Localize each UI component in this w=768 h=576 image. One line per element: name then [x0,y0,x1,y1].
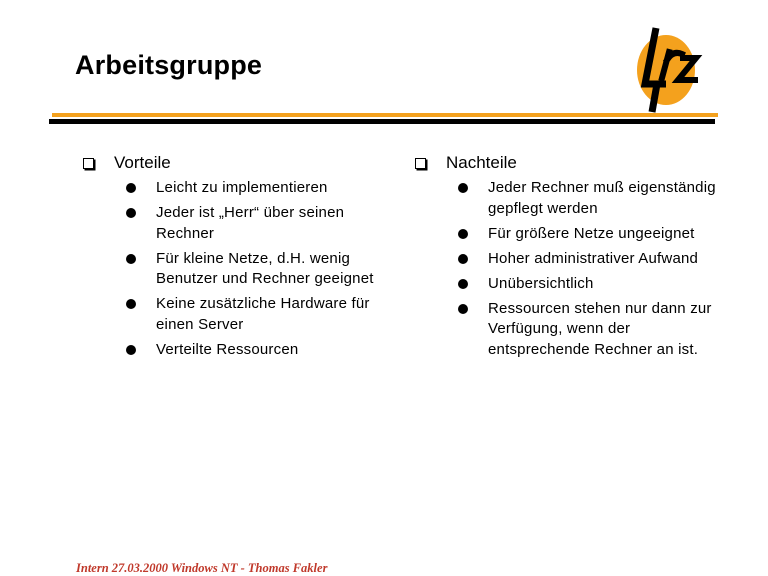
column-heading-label: Vorteile [114,153,171,172]
column-nachteile [412,150,722,365]
list-item [80,294,390,335]
list-item [412,178,722,219]
list-item [412,224,722,245]
bullet-list [412,178,722,360]
bullet-dot-icon [458,304,468,314]
bullet-dot-icon [126,299,136,309]
list-item-text: Für größere Netze ungeeignet [488,224,695,242]
title-underline-orange [52,113,718,117]
list-item-text: Hoher administrativer Aufwand [488,249,699,267]
footer-text: Intern 27.03.2000 Windows NT - Thomas Fakler [76,561,328,575]
column-heading [412,150,722,176]
list-item [80,340,390,361]
bullet-dot-icon [126,254,136,264]
checkbox-bullet-icon [83,158,94,169]
list-item-text: Jeder Rechner muß eigenständig gepflegt werden [488,179,716,217]
list-item [412,249,722,270]
bullet-dot-icon [458,183,468,193]
bullet-dot-icon [458,279,468,289]
bullet-list [80,178,390,360]
list-item-text: Jeder ist „Herr“ über seinen Rechner [156,204,345,242]
list-item-text: Für kleine Netze, d.H. wenig Benutzer und Rechner geeignet [156,249,374,287]
list-item [80,178,390,199]
bullet-dot-icon [126,345,136,355]
list-item-text: Verteilte Ressourcen [156,340,299,358]
list-item [80,249,390,290]
list-item [412,274,722,295]
list-item [412,299,722,361]
column-heading-label: Nachteile [446,153,517,172]
lrz-logo-icon [626,22,706,114]
bullet-dot-icon [458,254,468,264]
column-heading [80,150,390,176]
list-item-text: Unübersichtlich [488,274,594,292]
list-item-text: Keine zusätzliche Hardware für einen Server [156,295,370,333]
list-item-text: Ressourcen stehen nur dann zur Verfügung, wenn der entsprechende Rechner an ist. [488,299,712,358]
page-title: Arbeitsgruppe [75,50,263,80]
title-underline-black [49,119,715,124]
bullet-dot-icon [126,208,136,218]
list-item [80,203,390,244]
list-item-text: Leicht zu implementieren [156,179,328,196]
checkbox-bullet-icon [415,158,426,169]
bullet-dot-icon [126,183,136,193]
bullet-dot-icon [458,229,468,239]
column-vorteile [80,150,390,365]
